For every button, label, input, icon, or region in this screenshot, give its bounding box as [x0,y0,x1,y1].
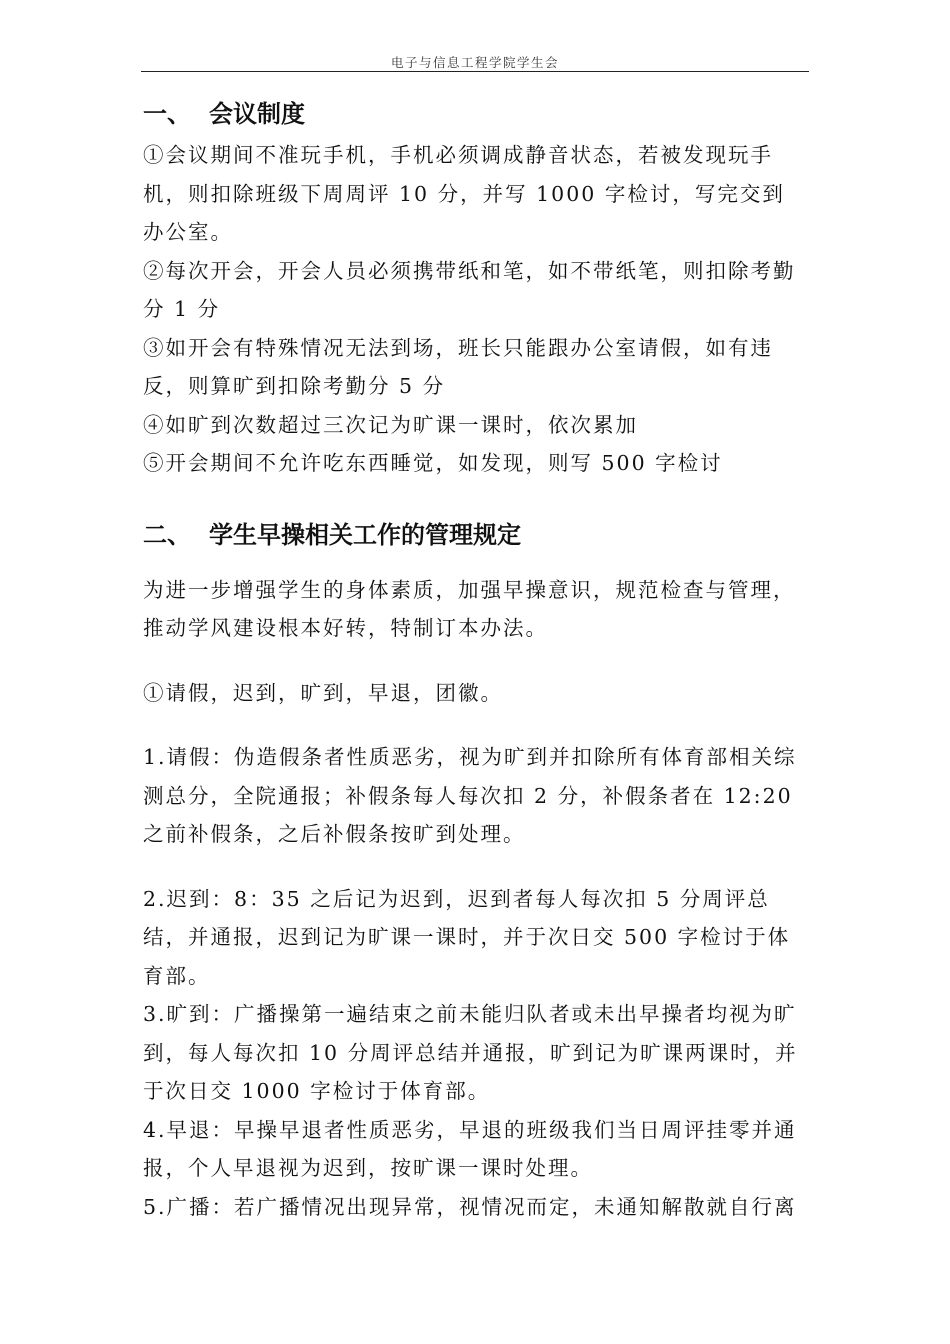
section-2-title: 学生早操相关工作的管理规定 [209,519,521,549]
section-1-item-3: ③如开会有特殊情况无法到场，班长只能跟办公室请假，如有违反，则算旷到扣除考勤分 5 分 [143,335,773,398]
section-1-item-2: ②每次开会，开会人员必须携带纸和笔，如不带纸笔，则扣除考勤分 1 分 [143,258,796,321]
header-rule [141,71,809,72]
rule-leave: 1.请假：伪造假条者性质恶劣，视为旷到并扣除所有体育部相关综测总分，全院通报；补假条每人每次扣 2 分，补假条者在 12:20 之前补假条，之后补假条按旷到处理。 [143,745,797,846]
spacer [143,648,803,674]
rule-broadcast: 5.广播：若广播情况出现异常，视情况而定，未通知解散就自行离 [143,1194,797,1219]
rule-late: 2.迟到：8：35 之后记为迟到，迟到者每人每次扣 5 分周评总结，并通报，迟到记为旷课一课时，并于次日交 500 字检讨于体育部。 [143,886,791,988]
section-1-item-1: ①会议期间不准玩手机，手机必须调成静音状态，若被发现玩手机，则扣除班级下周周评 10 分，并写 1000 字检讨，写完交到办公室。 [143,143,785,244]
page-header: 电子与信息工程学院学生会 [390,55,559,70]
section-1-item-4: ④如旷到次数超过三次记为旷课一课时，依次累加 [143,412,638,437]
spacer [143,557,803,571]
section-2-subhead: ①请假，迟到，旷到，早退，团徽。 [143,680,503,705]
spacer [143,712,803,738]
section-1-heading [143,92,803,136]
section-1-number: 一、 [143,99,191,128]
section-2-intro: 为进一步增强学生的身体素质，加强早操意识，规范检查与管理，推动学风建设根本好转，特制订本办法。 [143,577,796,640]
document-body [143,92,803,1226]
section-2-heading [143,513,803,557]
section-1-title: 会议制度 [209,99,305,128]
section-1-item-5: ⑤开会期间不允许吃东西睡觉，如发现，则写 500 字检讨 [143,451,723,475]
spacer [143,854,803,880]
rule-absent: 3.旷到：广播操第一遍结束之前未能归队者或未出早操者均视为旷到，每人每次扣 10 分周评总结并通报，旷到记为旷课两课时，并于次日交 1000 字检讨于体育部。 [143,1002,798,1103]
spacer [143,483,803,513]
rule-early-leave: 4.早退：早操早退者性质恶劣，早退的班级我们当日周评挂零并通报，个人早退视为迟到，按旷课一课时处理。 [143,1117,797,1180]
section-2-number: 二、 [143,519,191,549]
